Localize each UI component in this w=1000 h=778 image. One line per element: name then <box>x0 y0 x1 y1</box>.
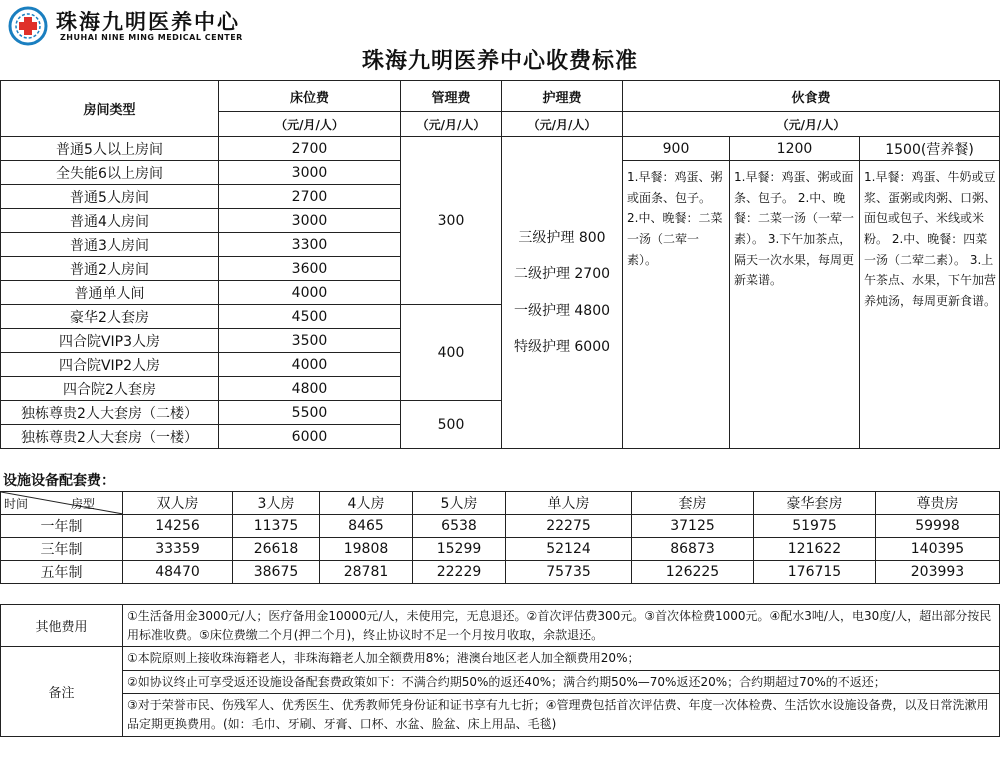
bed-fee-cell: 3300 <box>219 233 401 257</box>
room-type-header: 单人房 <box>506 492 632 515</box>
fee-value: 75735 <box>506 561 632 584</box>
remarks-label: 备注 <box>1 647 123 736</box>
meal-fee-unit: （元/月/人） <box>623 112 1000 137</box>
nursing-fee-header: 护理费 <box>502 81 623 112</box>
fee-value: 19808 <box>320 538 413 561</box>
period-label: 一年制 <box>1 515 123 538</box>
fee-value: 28781 <box>320 561 413 584</box>
table-row <box>1 538 1000 561</box>
meal-fee-header: 伙食费 <box>623 81 1000 112</box>
bed-fee-unit: （元/月/人） <box>219 112 401 137</box>
bed-fee-cell: 4800 <box>219 377 401 401</box>
bed-fee-cell: 3000 <box>219 209 401 233</box>
mgmt-fee-unit: （元/月/人） <box>401 112 502 137</box>
fee-value: 38675 <box>233 561 320 584</box>
bed-fee-cell: 4000 <box>219 281 401 305</box>
room-type-header: 豪华套房 <box>754 492 876 515</box>
fee-standard-table <box>0 80 1000 449</box>
table-row <box>1 561 1000 584</box>
room-type-cell: 豪华2人套房 <box>1 305 219 329</box>
notes-table <box>0 604 1000 737</box>
fee-value: 37125 <box>632 515 754 538</box>
meal-price-1500: 1500(营养餐) <box>860 137 1000 161</box>
period-label: 五年制 <box>1 561 123 584</box>
bed-fee-cell: 6000 <box>219 425 401 449</box>
period-label: 三年制 <box>1 538 123 561</box>
mgmt-fee-cell: 300 <box>401 137 502 305</box>
room-type-cell: 普通5人房间 <box>1 185 219 209</box>
fee-value: 140395 <box>876 538 1000 561</box>
brand-name: 珠海九明医养中心 <box>56 10 240 34</box>
fee-value: 51975 <box>754 515 876 538</box>
nursing-level-special: 特级护理 6000 <box>513 338 611 355</box>
page-title: 珠海九明医养中心收费标准 <box>361 49 638 74</box>
nursing-fee-cell <box>502 137 623 449</box>
room-type-header: 4人房 <box>320 492 413 515</box>
fee-value: 8465 <box>320 515 413 538</box>
mgmt-fee-cell: 500 <box>401 401 502 449</box>
room-type-header: 3人房 <box>233 492 320 515</box>
other-fees-text: ①生活备用金3000元/人；医疗备用金10000元/人，未使用完，无息退还。②首次评估费300元。③首次体检费1000元。④配水3吨/人，电30度/人，超出部分按民用标准收费。⑤床位费缴二个月(押二个月)，终止协议时不足一个月按月收取，余款退还。 <box>123 605 1000 647</box>
room-type-cell: 独栋尊贵2人大套房（二楼） <box>1 401 219 425</box>
room-type-cell: 普通5人以上房间 <box>1 137 219 161</box>
fee-value: 121622 <box>754 538 876 561</box>
fee-value: 6538 <box>413 515 506 538</box>
nursing-level-1: 一级护理 4800 <box>513 302 611 319</box>
room-type-header: 尊贵房 <box>876 492 1000 515</box>
bed-fee-cell: 2700 <box>219 137 401 161</box>
remark-item: ③对于荣誉市民、伤残军人、优秀医生、优秀教师凭身份证和证书享有九七折；④管理费包括首次评估费、年度一次体检费、生活饮水设施设备费，以及日常洗漱用品定期更换费用。(如：毛巾、牙刷、牙膏、口杯、水盆、脸盆、床上用品、毛毯) <box>123 694 1000 736</box>
fee-value: 22275 <box>506 515 632 538</box>
room-type-cell: 普通4人房间 <box>1 209 219 233</box>
fee-value: 52124 <box>506 538 632 561</box>
brand-name-english: ZHUHAI NINE MING MEDICAL CENTER <box>60 33 243 42</box>
period-roomtype-corner <box>1 492 123 515</box>
meal-price-1200: 1200 <box>730 137 860 161</box>
room-type-cell: 普通3人房间 <box>1 233 219 257</box>
nursing-level-2: 二级护理 2700 <box>513 266 611 283</box>
fee-value: 203993 <box>876 561 1000 584</box>
bed-fee-cell: 5500 <box>219 401 401 425</box>
bed-fee-cell: 2700 <box>219 185 401 209</box>
meal-desc-1500: 1.早餐：鸡蛋、牛奶或豆浆、蛋粥或肉粥、口粥、面包或包子、米线或米粉。 2.中、晚餐：四菜一汤（二荤二素）。 3.上午茶点、水果，下午加营养炖汤，每周更新食谱。 <box>860 161 1000 449</box>
mgmt-fee-header: 管理费 <box>401 81 502 112</box>
bed-fee-cell: 3600 <box>219 257 401 281</box>
meal-price-900: 900 <box>623 137 730 161</box>
nursing-fee-unit: （元/月/人） <box>502 112 623 137</box>
room-type-cell: 独栋尊贵2人大套房（一楼） <box>1 425 219 449</box>
meal-desc-900: 1.早餐：鸡蛋、粥或面条、包子。 2.中、晚餐：二菜一汤（二荤一素）。 <box>623 161 730 449</box>
fee-value: 48470 <box>123 561 233 584</box>
facility-fee-table <box>0 491 1000 584</box>
other-fees-label: 其他费用 <box>1 605 123 647</box>
meal-desc-1200: 1.早餐：鸡蛋、粥或面条、包子。 2.中、晚餐：二菜一汤（一荤一素）。 3.下午加茶点，隔天一次水果，每周更新菜谱。 <box>730 161 860 449</box>
bed-fee-cell: 3000 <box>219 161 401 185</box>
room-type-cell: 普通单人间 <box>1 281 219 305</box>
bed-fee-header: 床位费 <box>219 81 401 112</box>
fee-value: 22229 <box>413 561 506 584</box>
fee-value: 86873 <box>632 538 754 561</box>
nursing-level-3: 三级护理 800 <box>518 229 606 246</box>
bed-fee-cell: 3500 <box>219 329 401 353</box>
fee-value: 26618 <box>233 538 320 561</box>
remark-item: ②如协议终止可享受返还设施设备配套费政策如下：不满合约期50%的返还40%；满合约期50%—70%返还20%；合约期超过70%的不返还； <box>123 670 1000 694</box>
fee-value: 176715 <box>754 561 876 584</box>
mgmt-fee-cell: 400 <box>401 305 502 401</box>
bed-fee-cell: 4500 <box>219 305 401 329</box>
fee-value: 59998 <box>876 515 1000 538</box>
corner-type-label: 房型 <box>71 497 96 511</box>
corner-time-label: 时间 <box>4 497 29 511</box>
room-type-cell: 普通2人房间 <box>1 257 219 281</box>
fee-value: 33359 <box>123 538 233 561</box>
room-type-cell: 全失能6以上房间 <box>1 161 219 185</box>
room-type-header: 房间类型 <box>1 81 219 137</box>
room-type-header: 套房 <box>632 492 754 515</box>
room-type-header: 双人房 <box>123 492 233 515</box>
fee-value: 15299 <box>413 538 506 561</box>
fee-value: 14256 <box>123 515 233 538</box>
room-type-header: 5人房 <box>413 492 506 515</box>
facility-section-title: 设施设备配套费： <box>3 473 115 489</box>
fee-value: 11375 <box>233 515 320 538</box>
center-logo-icon <box>8 6 48 46</box>
room-type-cell: 四合院VIP2人房 <box>1 353 219 377</box>
room-type-cell: 四合院2人套房 <box>1 377 219 401</box>
remark-item: ①本院原则上接收珠海籍老人，非珠海籍老人加全额费用8%；港澳台地区老人加全额费用20%； <box>123 647 1000 671</box>
table-row <box>1 515 1000 538</box>
bed-fee-cell: 4000 <box>219 353 401 377</box>
fee-value: 126225 <box>632 561 754 584</box>
room-type-cell: 四合院VIP3人房 <box>1 329 219 353</box>
